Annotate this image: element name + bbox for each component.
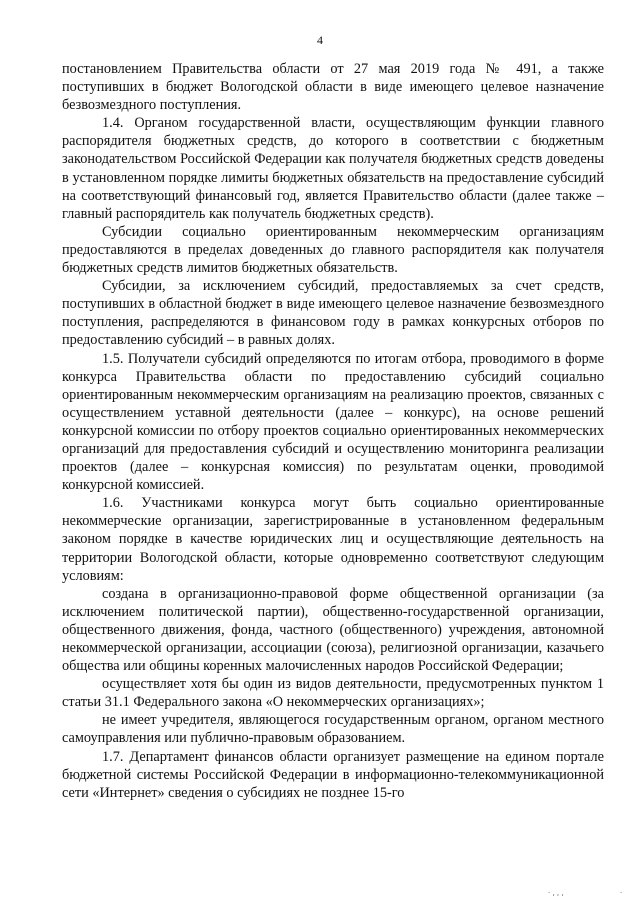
scan-artifact: · ‚ ‚ ‚ xyxy=(548,889,564,897)
paragraph-1-6: 1.6. Участниками конкурса могут быть социально ориентированные некоммерческие организации, зарегистрированные в установленном федеральным законом порядке в качестве юридических лиц и осуществляющие деятельность на территории Вологодской области, которые одновременно соответствуют следующим условиям: xyxy=(62,495,604,584)
paragraph-1-5: 1.5. Получатели субсидий определяются по итогам отбора, проводимого в форме конкурса Правительства области по предоставлению субсидий социально ориентированным некоммерческим организациям на реализацию проектов, связанных с осуществлением уставной деятельности (далее – конкурс), на основе решений конкурсной комиссии по отбору проектов социально ориентированных некоммерческих организаций для предоставления субсидий и осуществлению мониторинга реализации проектов (далее – конкурсная комиссия) по результатам оценки, проводимой конкурсной комиссией. xyxy=(62,350,604,494)
page-number: 4 xyxy=(317,33,323,47)
paragraph-subsidy-distribution: Субсидии, за исключением субсидий, предоставляемых за счет средств, поступивших в областной бюджет в виде имеющего целевое назначение безвозмездного поступления, распределяются в финансовом году в рамках конкурсных отборов по предоставлению субсидий – в равных долях. xyxy=(62,278,604,349)
paragraph-1-4: 1.4. Органом государственной власти, осуществляющим функции главного распорядителя бюджетных средств, до которого в соответствии с бюджетным законодательством Российской Федерации как получателя бюджетных средств доведены в установленном порядке лимиты бюджетных обязательств на предоставление субсидий на соответствующий финансовый год, является Правительство области (далее также – главный распорядитель как получатель бюджетных средств). xyxy=(62,115,604,222)
paragraph-continuation: постановлением Правительства области от 27 мая 2019 года № 491, а также поступивших в бюджет Вологодской области в виде имеющего целевое назначение безвозмездного поступления. xyxy=(62,61,604,114)
condition-legal-form: создана в организационно-правовой форме общественной организации (за исключением политической партии), общественно-государственной организации, общественного движения, фонда, частного (общественного) учреждения, автономной некоммерческой организации, ассоциации (союза), религиозной организации, казачьего общества или общины коренных малочисленных народов Российской Федерации; xyxy=(62,585,604,675)
scan-artifact: · xyxy=(620,889,623,897)
condition-founder: не имеет учредителя, являющегося государственным органом, органом местного самоуправления или публично-правовым образованием. xyxy=(62,712,604,747)
paragraph-1-7: 1.7. Департамент финансов области организует размещение на едином портале бюджетной системы Российской Федерации в информационно-телекоммуникационной сети «Интернет» сведения о субсидиях не позднее 15-го xyxy=(62,748,604,801)
condition-activity: осуществляет хотя бы один из видов деятельности, предусмотренных пунктом 1 статьи 31.1 Федерального закона «О некоммерческих организациях»; xyxy=(62,676,604,711)
paragraph-subsidy-limits: Субсидии социально ориентированным некоммерческим организациям предоставляются в пределах доведенных до главного распорядителя как получателя бюджетных средств лимитов бюджетных обязательств. xyxy=(62,223,604,277)
document-body xyxy=(62,60,604,802)
